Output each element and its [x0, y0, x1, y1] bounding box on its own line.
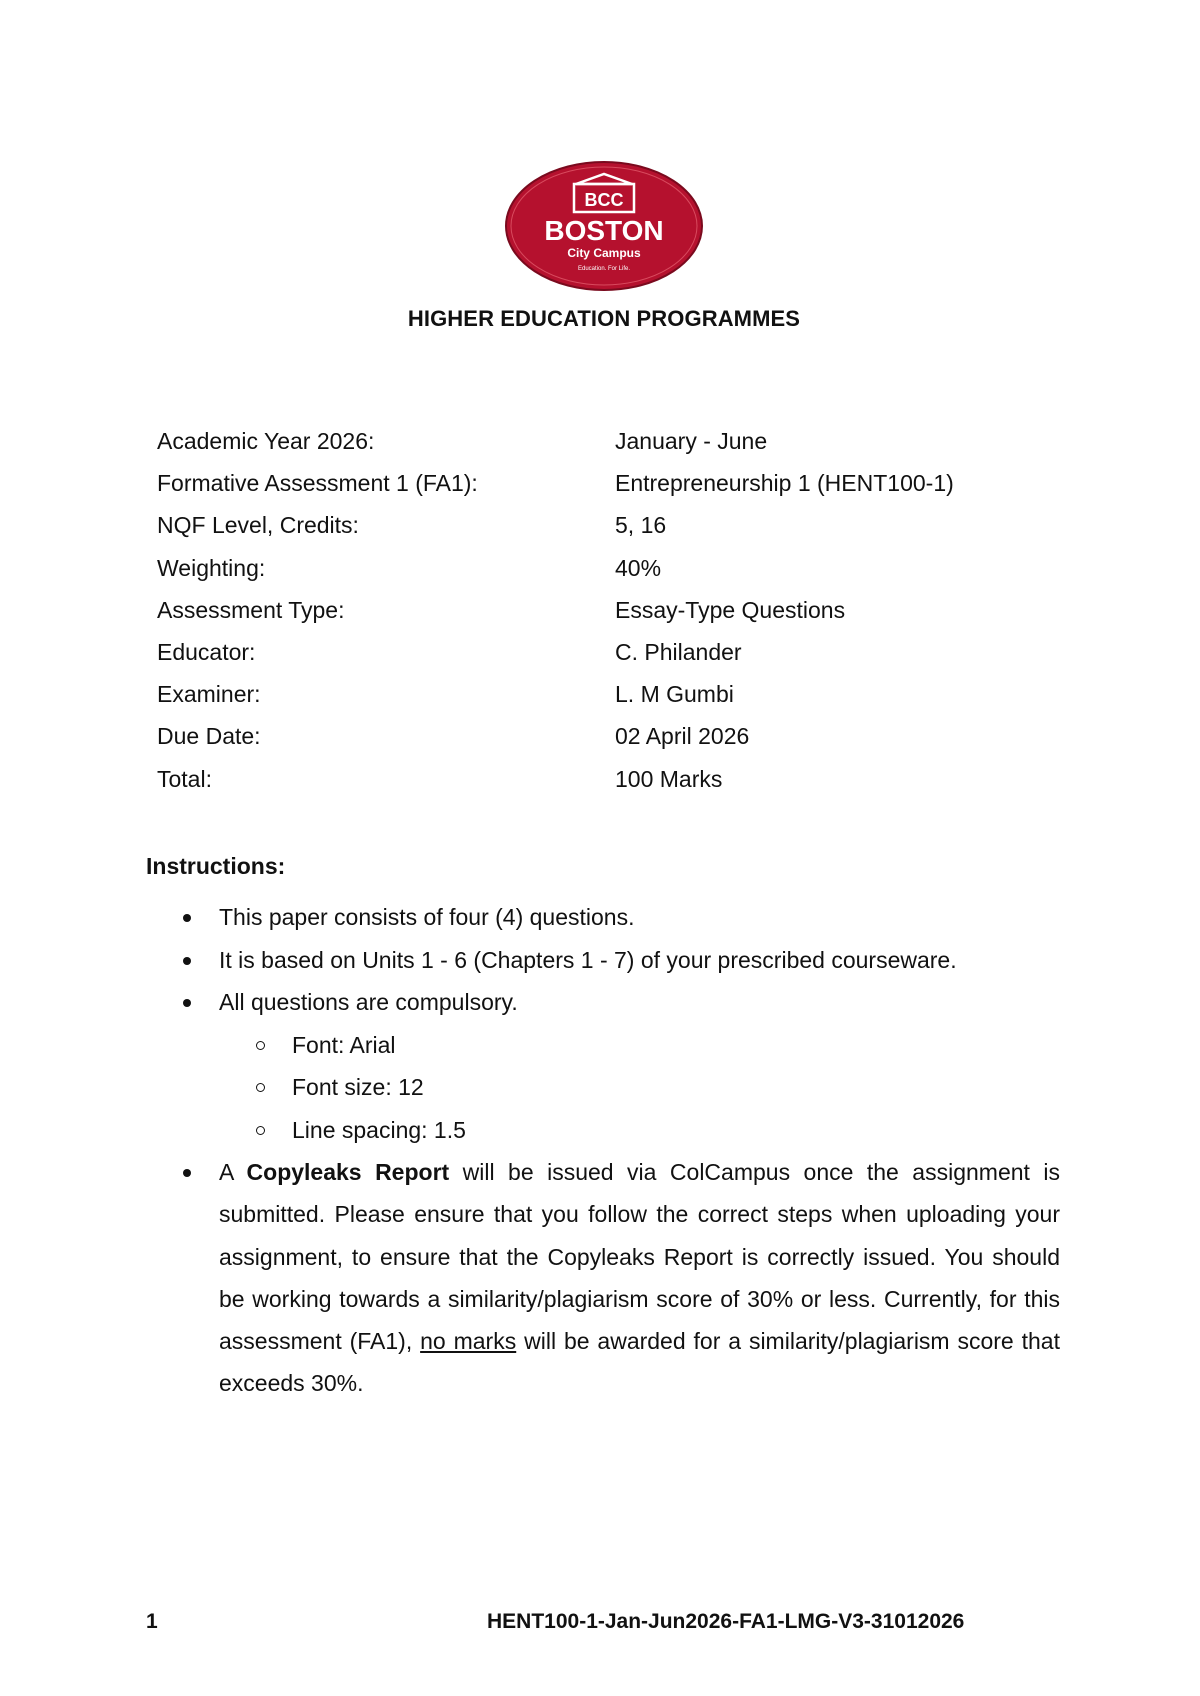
detail-value: 02 April 2026 [615, 723, 750, 750]
detail-label: Due Date: [157, 723, 261, 750]
details-row [157, 428, 1017, 470]
list-item [146, 1151, 1060, 1405]
detail-value: Entrepreneurship 1 (HENT100-1) [615, 470, 954, 497]
detail-label: Weighting: [157, 554, 266, 581]
circle-bullet-icon [256, 1126, 265, 1135]
bullet-icon [183, 957, 191, 965]
boston-city-campus-logo [504, 160, 704, 292]
list-item [146, 939, 1060, 982]
detail-value: 40% [615, 554, 662, 581]
bullet-icon [183, 914, 191, 922]
logo-subtitle: City Campus [567, 246, 641, 260]
detail-value: C. Philander [615, 638, 742, 665]
details-row [157, 639, 1017, 681]
detail-label: NQF Level, Credits: [157, 512, 359, 539]
details-row [157, 555, 1017, 597]
instruction-text: All questions are compulsory. [219, 989, 518, 1015]
detail-value: 5, 16 [615, 512, 667, 539]
instruction-text-b: will be issued via ColCampus once the assignment is submitted. Please ensure that you follow the correct steps when uploading your assignment, to ensure that the Copyleaks Report is correctly issued. You should be working towards a similarity/plagiarism score of 30% or less. Currently, for this assessment (FA1), [219, 1159, 1061, 1355]
details-row [157, 512, 1017, 554]
list-item [146, 896, 1060, 939]
instruction-text-a: A [219, 1159, 247, 1185]
assessment-details [157, 428, 1017, 808]
logo-tagline: Education. For Life. [577, 266, 631, 272]
page-number: 1 [146, 1610, 158, 1633]
instructions-list [146, 896, 1060, 1405]
details-row [157, 470, 1017, 512]
copyleaks-report-emphasis: Copyleaks Report [246, 1159, 450, 1185]
detail-label: Total: [157, 765, 212, 792]
detail-value: L. M Gumbi [615, 681, 734, 708]
circle-bullet-icon [256, 1041, 265, 1050]
detail-label: Educator: [157, 638, 256, 665]
detail-label: Formative Assessment 1 (FA1): [157, 470, 478, 497]
no-marks-emphasis: no marks [420, 1328, 517, 1355]
detail-label: Assessment Type: [157, 596, 345, 623]
details-row [157, 597, 1017, 639]
details-row [157, 723, 1017, 765]
sub-instruction-text: Font size: 12 [292, 1074, 424, 1100]
sub-list-item [146, 1066, 1060, 1109]
logo-name: BOSTON [544, 215, 664, 246]
instruction-text: This paper consists of four (4) questions. [219, 904, 635, 930]
detail-value: Essay-Type Questions [615, 596, 846, 623]
sub-instruction-text: Font: Arial [292, 1031, 396, 1058]
instruction-text-c: will be awarded for a similarity/plagiarism score that exceeds 30%. [219, 1328, 1060, 1397]
details-row [157, 681, 1017, 723]
page-heading: HIGHER EDUCATION PROGRAMMES [407, 306, 801, 331]
circle-bullet-icon [256, 1083, 265, 1092]
instructions-title: Instructions: [146, 853, 286, 879]
detail-label: Examiner: [157, 681, 261, 708]
logo-emblem [504, 160, 704, 292]
sub-list-item [146, 1109, 1060, 1152]
detail-label: Academic Year 2026: [157, 428, 375, 454]
sub-instruction-text: Line spacing: 1.5 [292, 1116, 466, 1143]
list-item [146, 981, 1060, 1024]
detail-value: 100 Marks [615, 765, 723, 792]
document-code: HENT100-1-Jan-Jun2026-FA1-LMG-V3-31012026 [487, 1610, 965, 1633]
instruction-text: It is based on Units 1 - 6 (Chapters 1 - 7) of your prescribed courseware. [219, 946, 957, 973]
detail-value: January - June [615, 428, 768, 454]
bullet-icon [183, 999, 191, 1007]
bullet-icon [183, 1169, 191, 1177]
logo-initials: BCC [584, 190, 624, 210]
sub-list-item [146, 1024, 1060, 1067]
details-row [157, 766, 1017, 808]
